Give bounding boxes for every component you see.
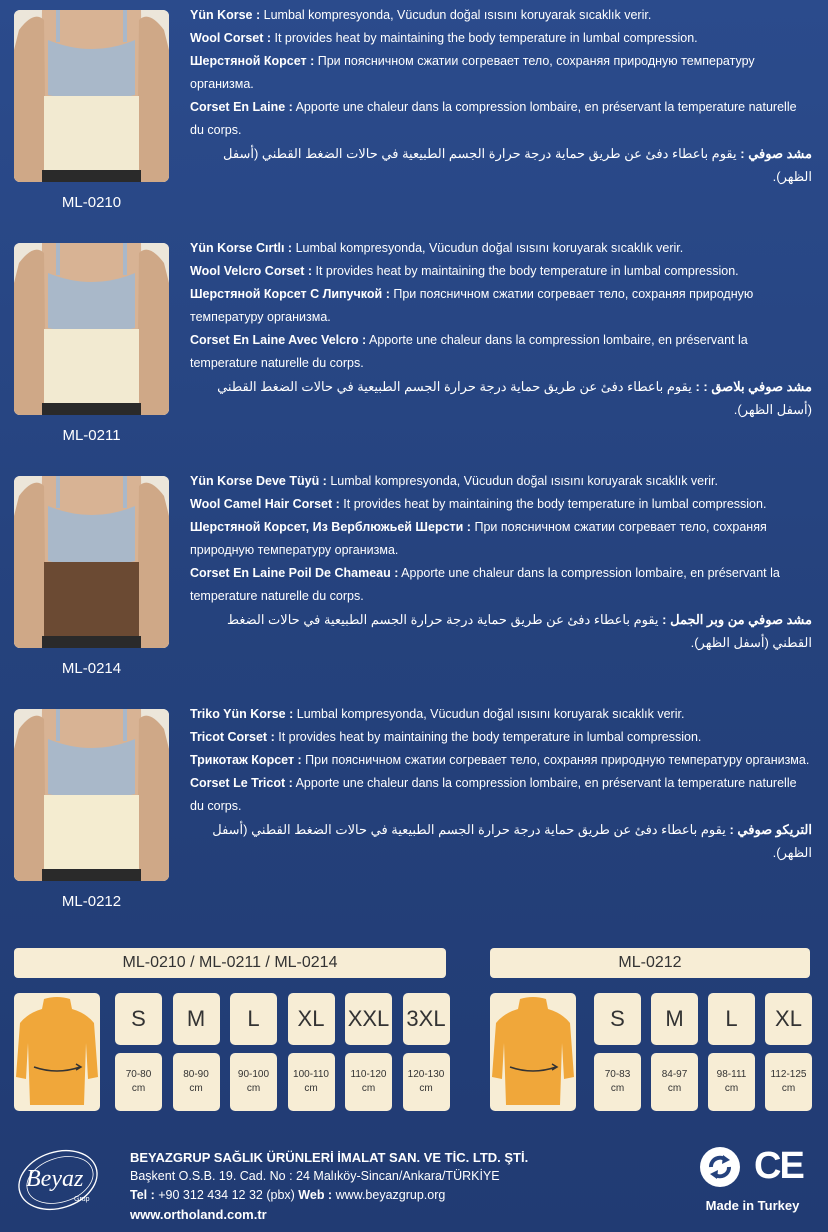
description-label: Yün Korse Cırtlı : xyxy=(190,241,293,255)
description-line xyxy=(190,260,812,283)
description-label: مشد صوفي : xyxy=(740,146,812,161)
product-code: ML-0210 xyxy=(61,194,122,211)
product-photo xyxy=(14,709,169,881)
description-label: Corset En Laine : xyxy=(190,100,293,114)
waist-measure-figure-left xyxy=(14,993,100,1111)
product-photo xyxy=(14,243,169,415)
description-text: يقوم باعطاء دفئ عن طريق حماية درجة حرارة الجسم الطبيعية في حالات الضغط القطني (أسفل الظهر). xyxy=(226,612,812,650)
description-line xyxy=(190,283,812,329)
size-range xyxy=(173,1053,220,1111)
description-text: Apporte une chaleur dans la compression lombaire, en préservant la temperature naturelle du corps. xyxy=(190,776,797,813)
description-text: При поясничном сжатии согревает тело, сохраняя природную температуру организма. xyxy=(190,520,767,557)
ce-mark-icon: CE xyxy=(754,1145,803,1187)
description-label: Corset En Laine Avec Velcro : xyxy=(190,333,367,347)
description-line xyxy=(190,493,812,516)
size-range-value: 84-97 xyxy=(661,1069,688,1080)
company-name: BEYAZGRUP SAĞLIK ÜRÜNLERİ İMALAT SAN. VE TİC. LTD. ŞTİ. xyxy=(130,1150,529,1165)
description-label: مشد صوفي من وبر الجمل : xyxy=(662,612,812,627)
description-line xyxy=(190,726,812,749)
description-text: При поясничном сжатии согревает тело, сохраняя природную температуру организма. xyxy=(190,287,754,324)
description-text: При поясничном сжатии согревает тело, сохраняя природную температуру организма. xyxy=(301,753,810,767)
web-label: Web : xyxy=(298,1188,333,1202)
size-label: XL xyxy=(288,993,335,1045)
description-line xyxy=(190,4,812,27)
size-label: L xyxy=(230,993,277,1045)
description-line xyxy=(190,96,812,142)
size-range-value: 98-111 xyxy=(716,1069,747,1080)
description-line xyxy=(190,237,812,260)
size-range xyxy=(594,1053,641,1111)
description-label: Tricot Corset : xyxy=(190,730,275,744)
size-range-value: 110-120 xyxy=(350,1069,387,1080)
product-code: ML-0211 xyxy=(62,427,121,444)
size-label: M xyxy=(651,993,698,1045)
size-range xyxy=(345,1053,392,1111)
size-range-unit: cm xyxy=(781,1083,796,1094)
description-label: Шерстяной Корсет С Липучкой : xyxy=(190,287,390,301)
size-range-value: 80-90 xyxy=(183,1069,209,1080)
product-description xyxy=(190,703,812,864)
size-range-value: 120-130 xyxy=(407,1069,445,1080)
size-range xyxy=(115,1053,162,1111)
description-label: Yün Korse : xyxy=(190,8,261,22)
size-range-unit: cm xyxy=(189,1083,203,1094)
size-title-left xyxy=(14,948,446,978)
size-range-value: 70-80 xyxy=(125,1069,152,1080)
torso-icon xyxy=(14,993,100,1111)
description-label: التريكو صوفي : xyxy=(729,822,812,837)
description-label: Wool Camel Hair Corset : xyxy=(190,497,340,511)
tel-value: +90 312 434 12 32 (pbx) xyxy=(154,1188,299,1202)
web-value: www.beyazgrup.org xyxy=(332,1188,446,1202)
made-in-label: Made in Turkey xyxy=(705,1198,800,1213)
tel-label: Tel : xyxy=(130,1188,155,1202)
description-text: Apporte une chaleur dans la compression lombaire, en préservant la temperature naturelle du corps. xyxy=(190,100,797,137)
description-text: Lumbal kompresyonda, Vücudun doğal ısısını koruyarak sıcaklık verir. xyxy=(292,241,684,255)
description-text: يقوم باعطاء دفئ عن طريق حماية درجة حرارة الجسم الطبيعية في حالات الضغط القطني (أسفل الظهر). xyxy=(223,146,812,184)
description-label: Triko Yün Korse : xyxy=(190,707,294,721)
description-text: Apporte une chaleur dans la compression lombaire, en préservant la temperature naturelle du corps. xyxy=(190,566,780,603)
description-text: Lumbal kompresyonda, Vücudun doğal ısısını koruyarak sıcaklık verir. xyxy=(260,8,652,22)
size-range-unit: cm xyxy=(724,1083,739,1094)
size-range-value: 70-83 xyxy=(604,1069,631,1080)
description-text: يقوم باعطاء دفئ عن طريق حماية درجة حرارة الجسم الطبيعية في حالات الضغط القطني (أسفل الظهر). xyxy=(212,822,812,860)
description-line xyxy=(190,470,812,493)
description-text: Apporte une chaleur dans la compression lombaire, en préservant la temperature naturelle du corps. xyxy=(190,333,748,370)
description-line xyxy=(190,50,812,96)
size-range-unit: cm xyxy=(419,1083,433,1094)
size-range-value: 90-100 xyxy=(237,1069,270,1080)
description-text: Lumbal kompresyonda, Vücudun doğal ısısını koruyarak sıcaklık verir. xyxy=(293,707,685,721)
logo-subtext: Grup xyxy=(74,1196,90,1203)
size-label: XXL xyxy=(345,993,392,1045)
description-line-arabic xyxy=(190,375,812,421)
size-range-unit: cm xyxy=(610,1083,625,1094)
size-label: L xyxy=(708,993,755,1045)
description-label: Corset En Laine Poil De Chameau : xyxy=(190,566,399,580)
description-label: Трикотаж Корсет : xyxy=(190,753,302,767)
company-info xyxy=(130,1148,650,1224)
product-description xyxy=(190,470,812,654)
description-line-arabic xyxy=(190,142,812,188)
size-range xyxy=(651,1053,698,1111)
size-range-unit: cm xyxy=(131,1083,146,1094)
description-label: Wool Velcro Corset : xyxy=(190,264,313,278)
size-range xyxy=(230,1053,277,1111)
description-line xyxy=(190,703,812,726)
description-label: Wool Corset : xyxy=(190,31,272,45)
size-label: M xyxy=(173,993,220,1045)
size-range-unit: cm xyxy=(304,1083,318,1094)
description-label: Corset Le Tricot : xyxy=(190,776,293,790)
size-label: XL xyxy=(765,993,812,1045)
description-text: يقوم باعطاء دفئ عن طريق حماية درجة حرارة الجسم الطبيعية في حالات الضغط القطني (أسفل الظهر). xyxy=(217,379,812,417)
product-photo xyxy=(14,10,169,182)
description-line xyxy=(190,329,812,375)
waist-measure-figure-right xyxy=(490,993,576,1111)
product-description xyxy=(190,4,812,188)
size-title-left-text: ML-0210 / ML-0211 / ML-0214 xyxy=(122,954,338,971)
size-title-right xyxy=(490,948,810,978)
product-code: ML-0214 xyxy=(61,660,122,677)
website-link[interactable]: www.ortholand.com.tr xyxy=(130,1207,267,1222)
description-line xyxy=(190,562,812,608)
description-text: Lumbal kompresyonda, Vücudun doğal ısısını koruyarak sıcaklık verir. xyxy=(326,474,719,488)
size-range xyxy=(288,1053,335,1111)
size-label: 3XL xyxy=(403,993,450,1045)
logo-text: Beyaz xyxy=(26,1166,84,1192)
size-title-right-text: ML-0212 xyxy=(618,954,682,971)
size-range xyxy=(765,1053,812,1111)
description-label: Шерстяной Корсет : xyxy=(190,54,315,68)
size-range xyxy=(708,1053,755,1111)
description-line xyxy=(190,27,812,50)
product-photo xyxy=(14,476,169,648)
beyaz-logo xyxy=(12,1140,107,1220)
recycle-icon xyxy=(700,1147,740,1187)
size-label: S xyxy=(115,993,162,1045)
description-label: Шерстяной Корсет, Из Верблюжьей Шерсти : xyxy=(190,520,471,534)
size-label: S xyxy=(594,993,641,1045)
product-code: ML-0212 xyxy=(61,893,122,910)
certification-icons xyxy=(690,1145,815,1196)
company-contact xyxy=(130,1186,650,1205)
description-text: It provides heat by maintaining the body temperature in lumbal compression. xyxy=(271,31,698,45)
torso-icon xyxy=(490,993,576,1111)
description-text: It provides heat by maintaining the body temperature in lumbal compression. xyxy=(274,730,702,744)
description-label: مشد صوفي بلاصق : : xyxy=(695,379,812,394)
description-text: It provides heat by maintaining the body temperature in lumbal compression. xyxy=(339,497,767,511)
size-range xyxy=(403,1053,450,1111)
size-range-value: 100-110 xyxy=(293,1069,329,1080)
size-range-unit: cm xyxy=(667,1083,682,1094)
description-line xyxy=(190,772,812,818)
description-line-arabic xyxy=(190,608,812,654)
product-description xyxy=(190,237,812,421)
company-address: Başkent O.S.B. 19. Cad. No : 24 Malıköy-Sincan/Ankara/TÜRKİYE xyxy=(130,1169,500,1183)
description-text: It provides heat by maintaining the body temperature in lumbal compression. xyxy=(312,264,739,278)
size-range-value: 112-125 xyxy=(770,1069,807,1080)
description-line xyxy=(190,516,812,562)
description-text: При поясничном сжатии согревает тело, сохраняя природную температуру организма. xyxy=(190,54,755,91)
description-label: Yün Korse Deve Tüyü : xyxy=(190,474,327,488)
size-range-unit: cm xyxy=(246,1083,261,1094)
size-range-unit: cm xyxy=(361,1083,376,1094)
description-line xyxy=(190,749,812,772)
description-line-arabic xyxy=(190,818,812,864)
